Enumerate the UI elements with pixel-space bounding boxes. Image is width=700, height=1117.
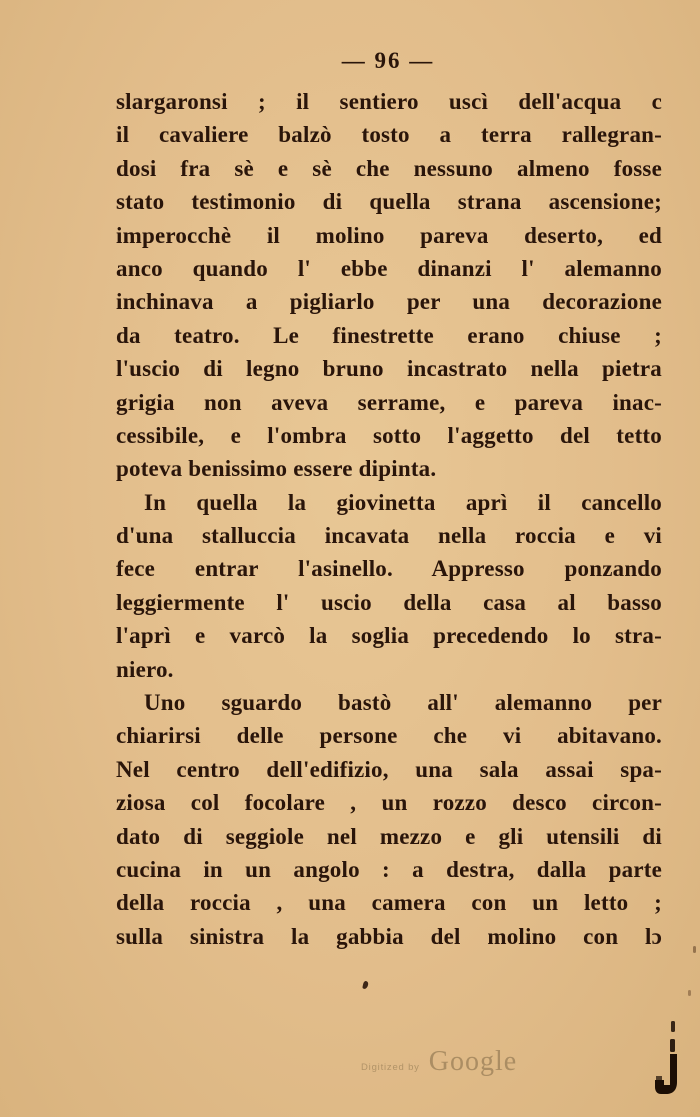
digitized-by-label: Digitized by (361, 1062, 420, 1073)
text-line: cessibile, e l'ombra sotto l'aggetto del tetto (116, 422, 662, 448)
text-line: dato di seggiole nel mezzo e gli utensili di (116, 823, 662, 849)
text-line: da teatro. Le finestrette erano chiuse ; (116, 322, 662, 348)
text-line: Nel centro dell'edifizio, una sala assai spa- (116, 756, 662, 782)
text-line: poteva benissimo essere dipinta. (116, 456, 437, 482)
ink-speck-comma (362, 981, 369, 990)
text-line: grigia non aveva serrame, e pareva inac- (116, 389, 662, 415)
text-line: Uno sguardo bastò all' alemanno per (144, 690, 662, 716)
text-line: leggiermente l' uscio della casa al basso (116, 589, 662, 615)
text-line: dosi fra sè e sè che nessuno almeno fosse (116, 155, 662, 181)
text-line: In quella la giovinetta aprì il cancello (144, 489, 662, 515)
text-line: imperocchè il molino pareva deserto, ed (116, 222, 662, 248)
text-line: ziosa col focolare , un rozzo desco circon- (116, 790, 662, 816)
text-line: anco quando l' ebbe dinanzi l' alemanno (116, 255, 662, 281)
text-line: niero. (116, 656, 174, 682)
text-line: chiarirsi delle persone che vi abitavano. (116, 723, 662, 749)
digitized-by-google-watermark (361, 1046, 517, 1078)
text-line: inchinava a pigliarlo per una decorazione (116, 289, 662, 315)
text-line: d'una stalluccia incavata nella roccia e vi (116, 523, 662, 549)
text-line: slargaronsi ; il sentiero uscì dell'acqua c (116, 89, 662, 114)
text-line: stato testimonio di quella strana ascensione; (116, 189, 662, 215)
text-line: l'uscio di legno bruno incastrato nella pietra (116, 356, 662, 382)
text-line: della roccia , una camera con un letto ; (116, 890, 662, 916)
text-line: l'aprì e varcò la soglia precedendo lo stra- (116, 623, 662, 649)
text-line: sulla sinistra la gabbia del molino con lɔ (116, 923, 662, 949)
page-number: — 96 — (341, 48, 435, 73)
text-block (116, 85, 662, 953)
google-logo: Google (428, 1046, 518, 1077)
text-line: il cavaliere balzò tosto a terra rallegran- (116, 122, 662, 148)
text-line: cucina in un angolo : a destra, dalla parte (116, 856, 662, 882)
ink-speck (693, 946, 696, 953)
ink-speck (688, 990, 691, 996)
ink-blot-artifact (648, 1016, 692, 1100)
text-line: fece entrar l'asinello. Appresso ponzando (116, 556, 662, 582)
